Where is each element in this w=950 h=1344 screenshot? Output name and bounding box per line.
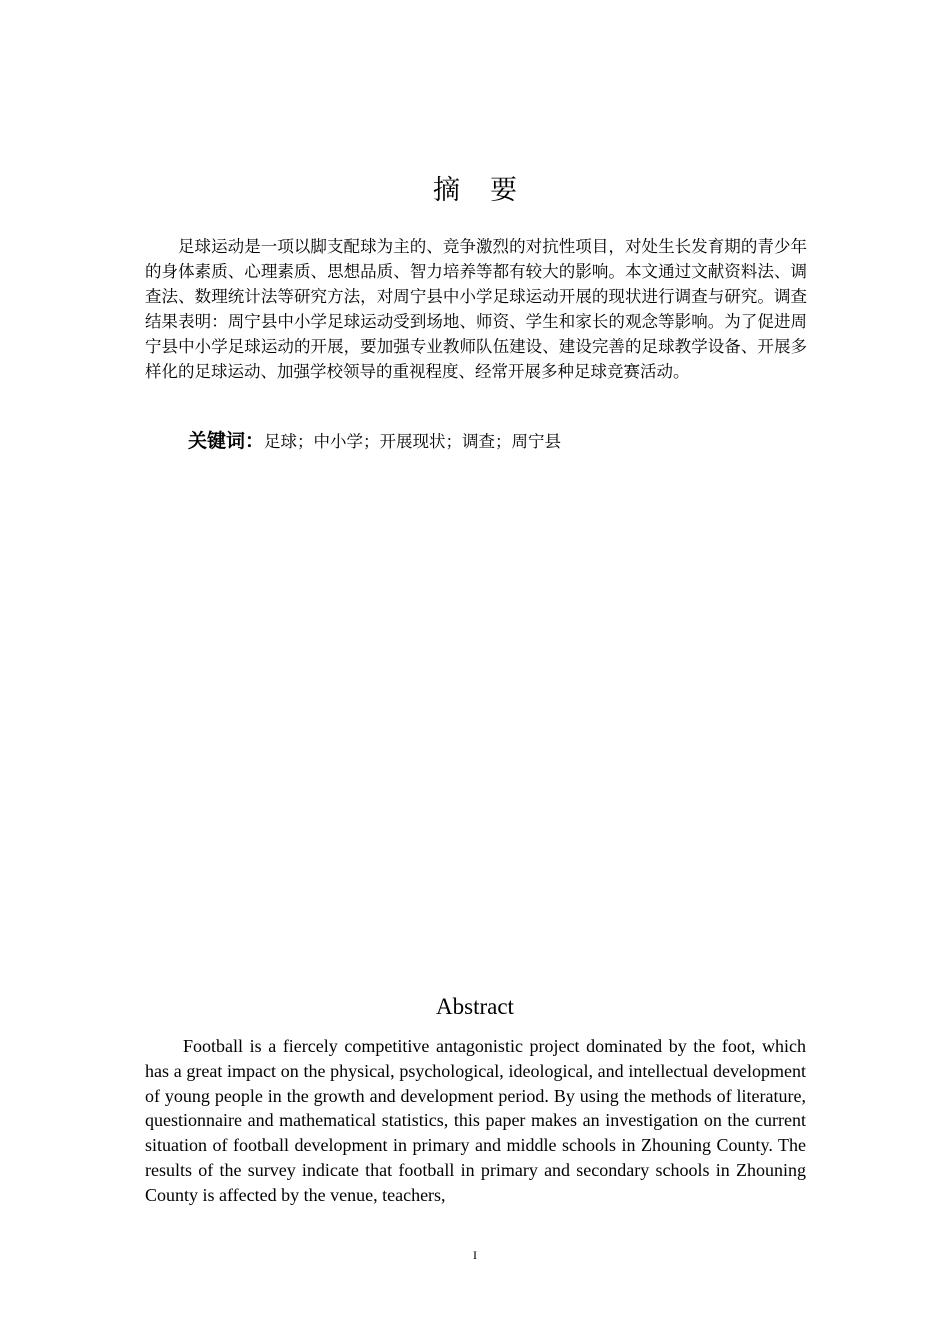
keywords-list: 足球；中小学；开展现状；调查；周宁县: [264, 432, 562, 451]
chinese-keywords: [188, 426, 561, 453]
keywords-label: 关键词：: [188, 430, 265, 452]
page-number: I: [473, 1248, 477, 1262]
english-abstract-body: Football is a fiercely competitive antagonistic project dominated by the foot, which has a great impact on the physical, psychological, ideological, and intellectual development of young people in the growth and development period. By using the methods of literature, questionnaire and mathematical statistics, this paper makes an investigation on the current situation of football development in primary and middle schools in Zhouning County. The results of the survey indicate that football in primary and secondary schools in Zhouning County is affected by the venue, teachers,: [145, 1036, 806, 1205]
chinese-abstract-title: 摘要: [433, 175, 547, 206]
chinese-abstract-body: 足球运动是一项以脚支配球为主的、竞争激烈的对抗性项目，对处生长发育期的青少年的身体素质、心理素质、思想品质、智力培养等都有较大的影响。本文通过文献资料法、调查法、数理统计法等研究方法，对周宁县中小学足球运动开展的现状进行调查与研究。调查结果表明：周宁县中小学足球运动受到场地、师资、学生和家长的观念等影响。为了促进周宁县中小学足球运动的开展，要加强专业教师队伍建设、建设完善的足球教学设备、开展多样化的足球运动、加强学校领导的重视程度、经常开展多种足球竞赛活动。: [145, 237, 807, 381]
english-abstract-title: Abstract: [436, 994, 514, 1019]
